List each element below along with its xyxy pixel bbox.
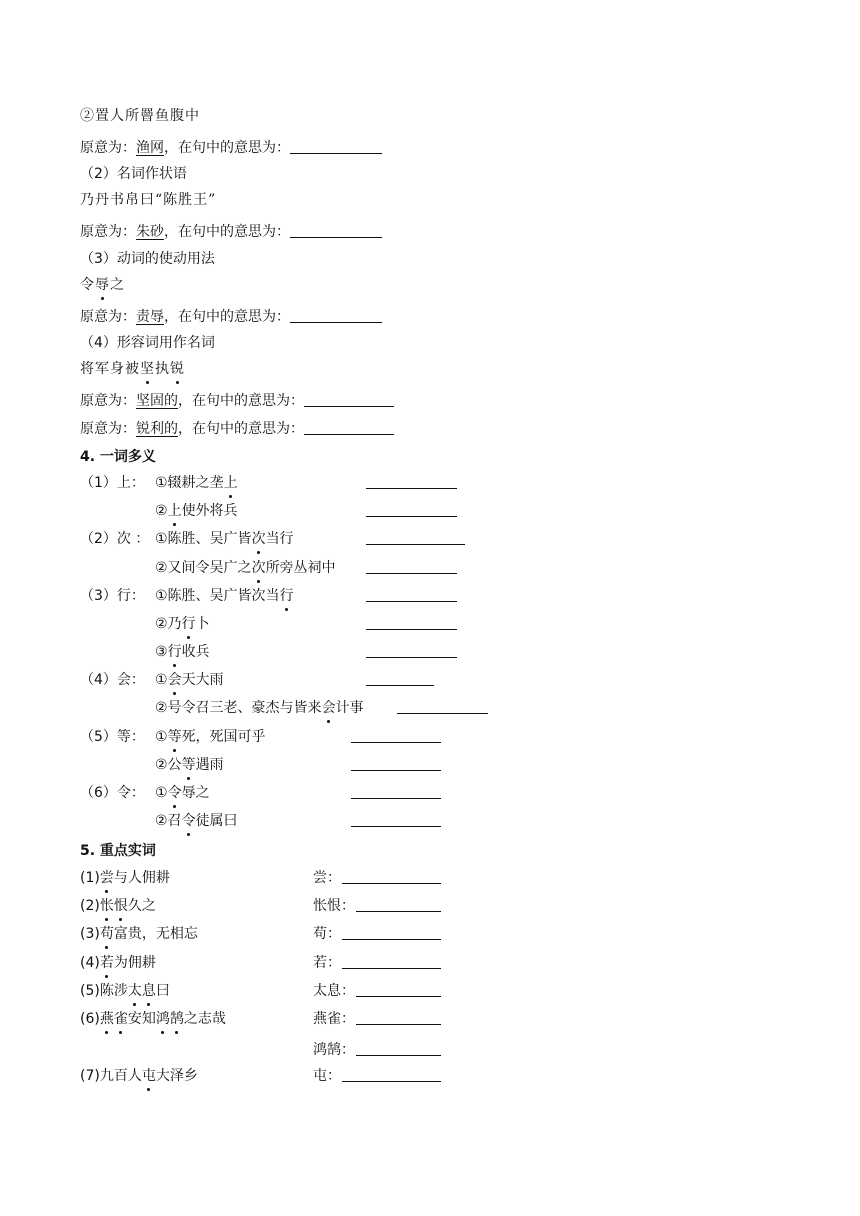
item: ①陈胜、吴广皆次当行: [155, 588, 294, 604]
meaning-line: 原意为：朱砂，在句中的意思为：: [80, 222, 382, 242]
section-title: 4. 一词多义: [80, 449, 156, 465]
example-sentence: 令辱之: [80, 277, 125, 293]
answer-blank[interactable]: [366, 629, 457, 630]
group-label: （1）上：: [80, 475, 145, 491]
item: ①会天大雨: [155, 672, 224, 688]
item: ②公等遇雨: [155, 757, 224, 773]
answer-blank[interactable]: [351, 742, 441, 743]
item: ②号令召三老、豪杰与皆来会计事: [155, 700, 364, 716]
answer-blank[interactable]: [304, 406, 394, 407]
term-label: 屯：: [313, 1068, 341, 1084]
item: ②召令徒属曰: [155, 813, 238, 829]
term-label: 苟：: [313, 926, 341, 942]
dotted-char: 辱: [95, 277, 110, 293]
item: ②乃行卜: [155, 616, 210, 632]
example-sentence: 将军身被坚执锐: [80, 361, 185, 377]
answer-blank[interactable]: [356, 1055, 441, 1056]
term-label: 太息：: [313, 983, 355, 999]
answer-blank[interactable]: [290, 237, 382, 238]
item: ②上使外将兵: [155, 503, 238, 519]
item: ①等死，死国可乎: [155, 729, 266, 745]
group-label: （2）次 ：: [80, 531, 150, 547]
item: ①辍耕之垄上: [155, 475, 238, 491]
subheading: （3）动词的使动用法: [80, 251, 215, 267]
answer-blank[interactable]: [356, 911, 441, 912]
answer-blank[interactable]: [366, 573, 457, 574]
term-label: 鸿鹄：: [313, 1042, 355, 1058]
term-label: 尝：: [313, 870, 341, 886]
answer-blank[interactable]: [304, 434, 394, 435]
item: ③行收兵: [155, 644, 210, 660]
item: ①陈胜、吴广皆次当行: [155, 531, 294, 547]
answer-blank[interactable]: [397, 713, 488, 714]
item: (4)若为佣耕: [80, 955, 156, 971]
answer-blank[interactable]: [366, 488, 457, 489]
group-label: （6）令：: [80, 785, 145, 801]
item: (3)苟富贵，无相忘: [80, 926, 198, 942]
answer-blank[interactable]: [290, 153, 382, 154]
item: ②又间令吴广之次所旁丛祠中: [155, 560, 336, 576]
example-sentence: 乃丹书帛曰“陈胜王”: [80, 192, 217, 208]
group-label: （5）等：: [80, 729, 145, 745]
subheading: （4）形容词用作名词: [80, 335, 215, 351]
term-label: 若：: [313, 955, 341, 971]
term-label: 怅恨：: [313, 898, 355, 914]
char: 令: [80, 277, 95, 293]
answer-blank[interactable]: [366, 544, 465, 545]
item: (6)燕雀安知鸿鹄之志哉: [80, 1011, 226, 1027]
answer-blank[interactable]: [290, 322, 382, 323]
answer-blank[interactable]: [356, 1024, 441, 1025]
answer-blank[interactable]: [351, 770, 441, 771]
subheading: （2）名词作状语: [80, 166, 187, 182]
item: (5)陈涉太息曰: [80, 983, 170, 999]
section-title: 5. 重点实词: [80, 843, 156, 859]
meaning-line: 原意为：责辱，在句中的意思为：: [80, 307, 382, 327]
meaning-line: 原意为：锐利的，在句中的意思为：: [80, 419, 394, 439]
item: (7)九百人屯大泽乡: [80, 1068, 198, 1084]
group-label: （3）行：: [80, 588, 145, 604]
item: ①令辱之: [155, 785, 210, 801]
answer-blank[interactable]: [366, 601, 457, 602]
answer-blank[interactable]: [342, 883, 441, 884]
answer-blank[interactable]: [342, 968, 441, 969]
example-sentence: ②置人所罾鱼腹中: [80, 108, 200, 124]
answer-blank[interactable]: [366, 516, 457, 517]
item: (1)尝与人佣耕: [80, 870, 170, 886]
answer-blank[interactable]: [366, 685, 434, 686]
meaning-line: 原意为：坚固的，在句中的意思为：: [80, 391, 394, 411]
meaning-line: 原意为：渔网，在句中的意思为：: [80, 138, 382, 158]
term-label: 燕雀：: [313, 1011, 355, 1027]
answer-blank[interactable]: [351, 826, 441, 827]
answer-blank[interactable]: [366, 657, 457, 658]
answer-blank[interactable]: [351, 798, 441, 799]
answer-blank[interactable]: [342, 939, 441, 940]
answer-blank[interactable]: [356, 996, 441, 997]
answer-blank[interactable]: [342, 1081, 441, 1082]
group-label: （4）会：: [80, 672, 145, 688]
item: (2)怅恨久之: [80, 898, 156, 914]
